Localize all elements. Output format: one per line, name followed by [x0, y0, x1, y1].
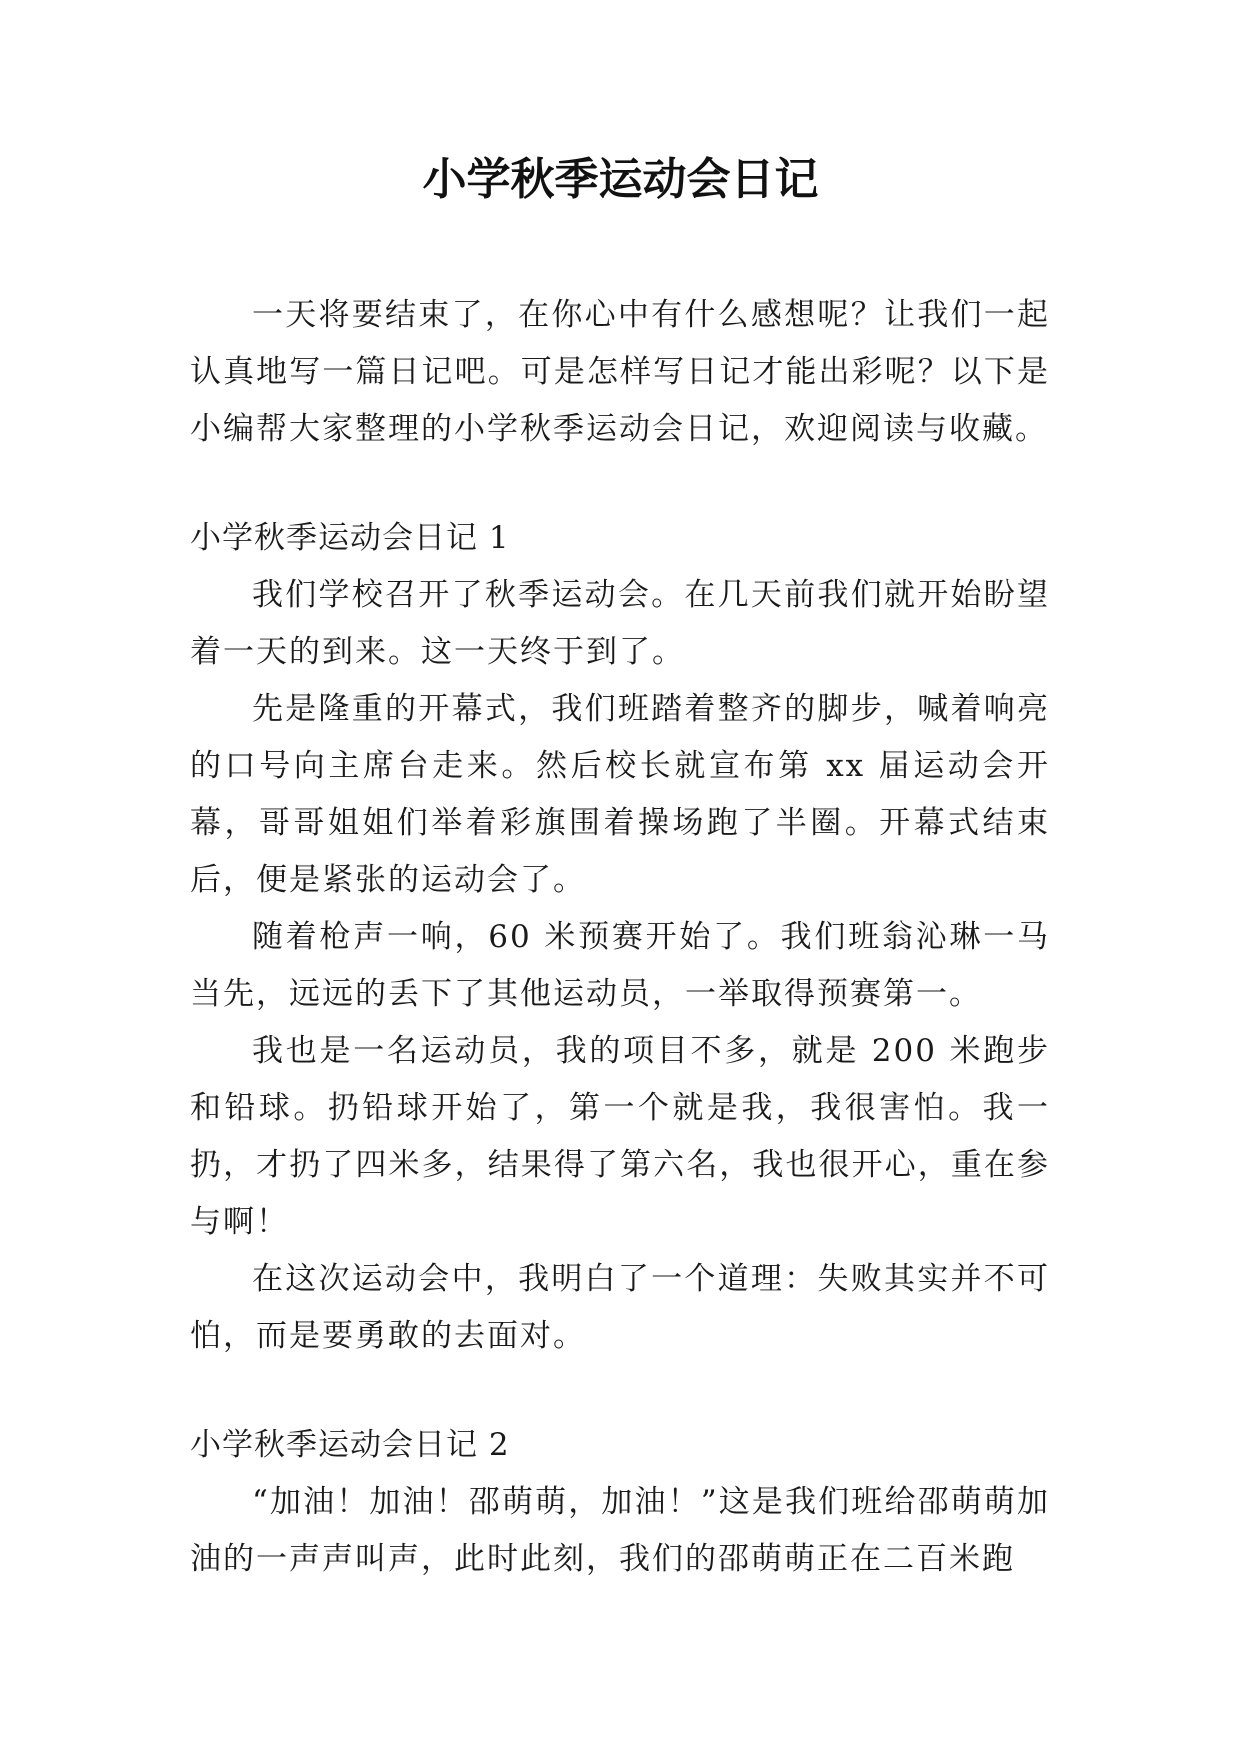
body-paragraph: 先是隆重的开幕式，我们班踏着整齐的脚步，喊着响亮的口号向主席台走来。然后校长就宣布第 xx 届运动会开幕，哥哥姐姐们举着彩旗围着操场跑了半圈。开幕式结束后，便是紧张的运动会了。 — [190, 691, 1050, 898]
body-paragraph: “加油！加油！邵萌萌，加油！”这是我们班给邵萌萌加油的一声声叫声，此时此刻，我们的邵萌萌正在二百米跑 — [190, 1484, 1050, 1577]
intro-paragraph: 一天将要结束了，在你心中有什么感想呢？让我们一起认真地写一篇日记吧。可是怎样写日记才能出彩呢？以下是小编帮大家整理的小学秋季运动会日记，欢迎阅读与收藏。 — [190, 297, 1050, 447]
section-gap — [190, 458, 1050, 510]
body-paragraph: 随着枪声一响，60 米预赛开始了。我们班翁沁琳一马当先，远远的丢下了其他运动员，一举取得预赛第一。 — [190, 919, 1050, 1012]
diary-section-1 — [190, 510, 1050, 1365]
section-heading: 小学秋季运动会日记 1 — [190, 520, 510, 556]
document-body — [190, 287, 1050, 1588]
body-paragraph: 我们学校召开了秋季运动会。在几天前我们就开始盼望着一天的到来。这一天终于到了。 — [190, 577, 1050, 670]
body-paragraph: 在这次运动会中，我明白了一个道理：失败其实并不可怕，而是要勇敢的去面对。 — [190, 1261, 1050, 1354]
body-paragraph: 我也是一名运动员，我的项目不多，就是 200 米跑步和铅球。扔铅球开始了，第一个就是我，我很害怕。我一扔，才扔了四米多，结果得了第六名，我也很开心，重在参与啊！ — [190, 1033, 1050, 1240]
section-heading: 小学秋季运动会日记 2 — [190, 1427, 510, 1463]
diary-section-2 — [190, 1417, 1050, 1588]
section-gap — [190, 1365, 1050, 1417]
document-title: 小学秋季运动会日记 — [422, 154, 819, 205]
